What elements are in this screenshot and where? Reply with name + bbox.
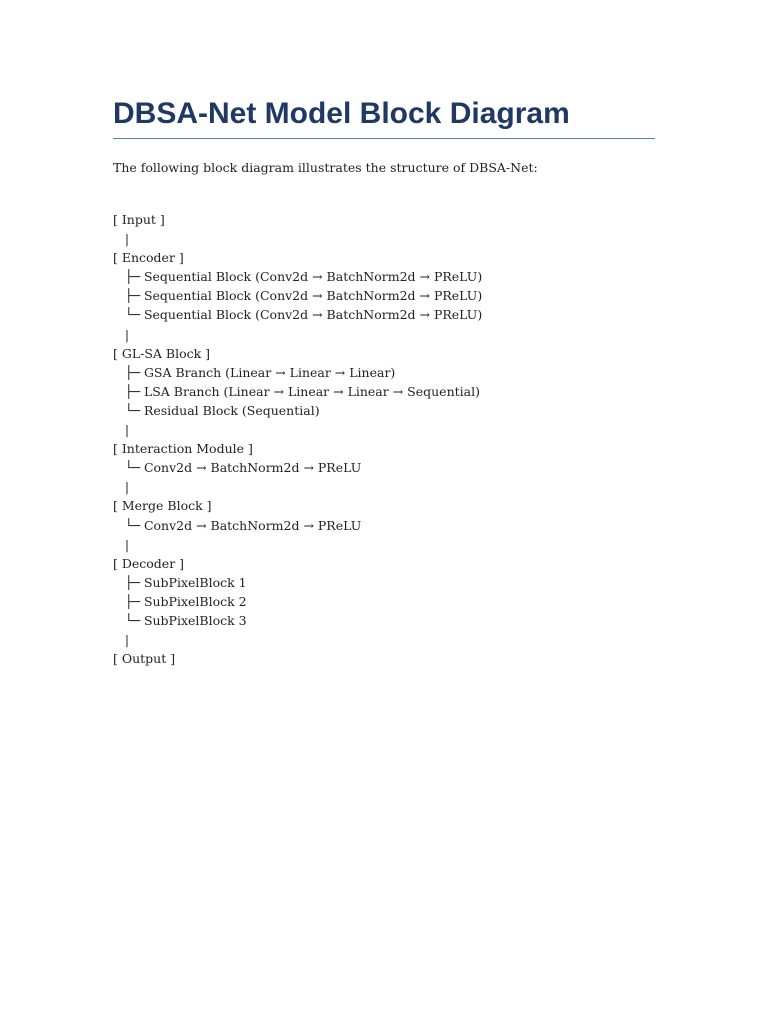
diagram-line: └─ Residual Block (Sequential) [113,402,320,418]
diagram-line: ├─ Sequential Block (Conv2d → BatchNorm2d → PReLU) [113,288,483,304]
diagram-line: [ GL-SA Block ] [113,345,211,361]
diagram-line: ├─ SubPixelBlock 2 [113,593,247,609]
diagram-line: └─ SubPixelBlock 3 [113,612,247,628]
diagram-line: [ Merge Block ] [113,498,212,514]
diagram-line: └─ Conv2d → BatchNorm2d → PReLU [113,517,362,533]
document-title: DBSA-Net Model Block Diagram [113,97,570,130]
diagram-connector: | [113,231,130,247]
diagram-line: ├─ Sequential Block (Conv2d → BatchNorm2d → PReLU) [113,269,483,285]
diagram-line: [ Input ] [113,212,165,227]
diagram-connector: | [113,479,130,495]
diagram-line: └─ Sequential Block (Conv2d → BatchNorm2d → PReLU) [113,307,483,323]
diagram-connector: | [113,422,130,438]
diagram-line: [ Encoder ] [113,250,184,266]
diagram-line: ├─ SubPixelBlock 1 [113,574,247,590]
diagram-line: [ Output ] [113,651,176,667]
title-divider [113,138,655,139]
diagram-line: ├─ GSA Branch (Linear → Linear → Linear) [113,364,396,380]
document-page [113,96,655,668]
diagram-line: └─ Conv2d → BatchNorm2d → PReLU [113,460,362,476]
diagram-connector: | [113,326,130,342]
diagram-line: [ Interaction Module ] [113,441,253,457]
diagram-line: ├─ LSA Branch (Linear → Linear → Linear → Sequential) [113,383,480,399]
diagram-connector: | [113,536,130,552]
diagram-connector: | [113,632,130,648]
intro-paragraph: The following block diagram illustrates the structure of DBSA-Net: [113,160,538,175]
block-diagram [113,210,655,668]
diagram-line: [ Decoder ] [113,555,185,571]
